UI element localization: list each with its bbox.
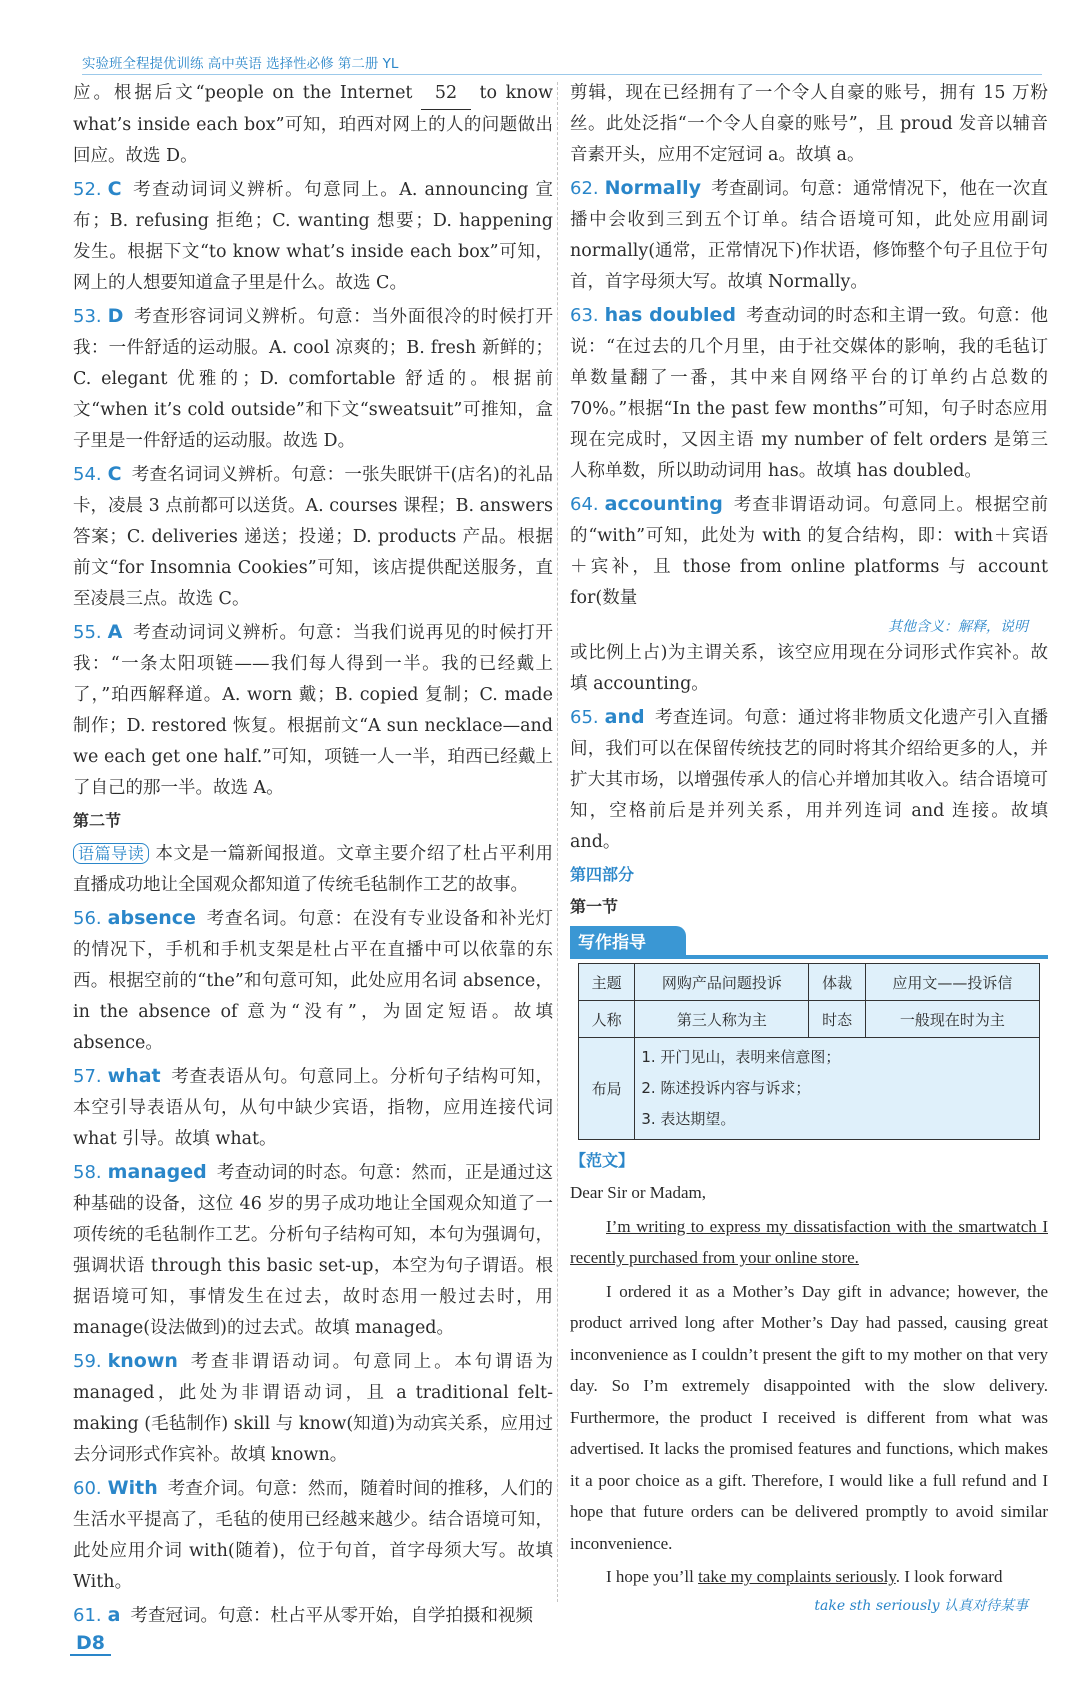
section-2-title: 第二节 bbox=[73, 811, 122, 830]
intro-paragraph: 应。根据后文“people on the Internet 52 to know what’s inside each box”可知，珀西对网上的人的问题做出回应。故选 D。 bbox=[73, 78, 553, 172]
layout-item: 1. 开门见山，表明来信意图； bbox=[641, 1048, 841, 1066]
writing-guide-table bbox=[578, 963, 1040, 1140]
essay-salutation: Dear Sir or Madam, bbox=[570, 1183, 706, 1202]
answer-54: 54. C 考查名词词义辨析。句意：一张失眠饼干(店名)的礼品卡，凌晨 3 点前都可以送货。A. courses 课程；B. answers 答案；C. deliveries 递送；投递；D. products 产品。根据前文“for Insomnia Cookies”可知，该店提供配送服务，直至凌晨三点。故选 C。 bbox=[73, 463, 553, 609]
answer-61-continued: 剪辑，现在已经拥有了一个令人自豪的账号，拥有 15 万粉丝。此处泛指“一个令人自豪的账号”，且 proud 发音以辅音音素开头，应用不定冠词 a。故填 a。 bbox=[570, 83, 1048, 165]
answer-63: 63. has doubled 考查动词的时态和主谓一致。句意：他说：“在过去的几个月里，由于社交媒体的影响，我的毛毡订单数量翻了一番，其中来自网络平台的订单约占总数的 70%。”根据“In the past few months”可知，句子时态应用现在完成时，又因主语 my number of felt orders 是第三人称单数，所以助动词用 has。故填 has doubled。 bbox=[570, 304, 1048, 481]
model-essay bbox=[570, 1177, 1048, 1617]
table-cell: 网购产品问题投诉 bbox=[635, 964, 809, 1001]
table-cell: 一般现在时为主 bbox=[865, 1001, 1039, 1038]
answer-56: 56. absence 考查名词。句意：在没有专业设备和补光灯的情况下，手机和手机支架是杜占平在直播中可以依靠的东西。根据空前的“the”和句意可知，此处应用名词 absence，in the absence of 意为“没有”，为固定短语。故填 absence。 bbox=[73, 907, 553, 1053]
layout-item: 3. 表达期望。 bbox=[641, 1110, 736, 1128]
answer-58: 58. managed 考查动词的时态。句意：然而，正是通过这种基础的设备，这位 46 岁的男子成功地让全国观众知道了一项传统的毛毡制作工艺。分析句子结构可知，本句为强调句，强调状语 through this basic set-up，本空为句子谓语。根据语境可知，事情发生在过去，故时态用一般过去时，用 manage(设法做到)的过去式。故填 managed。 bbox=[73, 1161, 553, 1338]
handwritten-note-64: 其他含义：解释，说明 bbox=[888, 619, 1028, 635]
column-divider bbox=[557, 82, 558, 1602]
writing-guide-tag: 写作指导 bbox=[570, 926, 686, 955]
answer-64-continued: 或比例上占)为主谓关系，该空应用现在分词形式作宾补。故填 accounting。 bbox=[570, 643, 1048, 694]
running-header: 实验班全程提优训练 高中英语 选择性必修 第二册 YL bbox=[82, 52, 1042, 75]
table-row bbox=[579, 964, 1040, 1001]
table-cell: 应用文——投诉信 bbox=[865, 964, 1039, 1001]
blank-52: 52 bbox=[421, 78, 471, 110]
table-cell: 第三人称为主 bbox=[635, 1001, 809, 1038]
table-row bbox=[579, 1001, 1040, 1038]
essay-paragraph-3: I hope you’ll take my complaints seriously. I look forward bbox=[606, 1567, 1003, 1586]
right-column bbox=[570, 78, 1048, 1617]
section-1-title: 第一节 bbox=[570, 897, 619, 916]
guide-paragraph: 语篇导读 本文是一篇新闻报道。文章主要介绍了杜占平利用直播成功地让全国观众都知道了传统毛毡制作工艺的故事。 bbox=[73, 844, 553, 895]
table-cell: 主题 bbox=[579, 964, 635, 1001]
layout-item: 2. 陈述投诉内容与诉求； bbox=[641, 1079, 811, 1097]
table-cell: 时态 bbox=[809, 1001, 865, 1038]
essay-paragraph-2: I ordered it as a Mother’s Day gift in advance; however, the product arrived long after Mother’s Day had passed, causing great inconvenience as I couldn’t present the gift to my mother on that very day. So I’m extremely disappointed with the slow delivery. Furthermore, the product I received is different from what was advertised. It lacks the promised features and functions, which makes it a poor choice as a gift. Therefore, I would like a full refund and I hope that future orders can be delivered promptly to avoid similar inconvenience. bbox=[570, 1281, 1048, 1553]
answer-59: 59. known 考查非谓语动词。句意同上。本句谓语为 managed，此处为非谓语动词，且 a traditional felt-making (毛毡制作) skill 与 know(知道)为动宾关系，应用过去分词形式作宾补。故填 known。 bbox=[73, 1350, 553, 1465]
guide-tag: 语篇导读 bbox=[73, 843, 149, 864]
answer-55: 55. A 考查动词词义辨析。句意：当我们说再见的时候打开我：“一条太阳项链——我们每人得到一半。我的已经戴上了，”珀西解释道。A. worn 戴；B. copied 复制；C. made 制作；D. restored 恢复。根据前文“A sun necklace—and we each get one half.”可知，项链一人一半，珀西已经戴上了自己的那一半。故选 A。 bbox=[73, 621, 553, 798]
answer-53: 53. D 考查形容词词义辨析。句意：当外面很冷的时候打开我：一件舒适的运动服。A. cool 凉爽的；B. fresh 新鲜的；C. elegant 优雅的；D. comfortable 舒适的。根据前文“when it’s cold outside”和下文“sweatsuit”可推知，盒子里是一件舒适的运动服。故选 D。 bbox=[73, 305, 553, 451]
essay-paragraph-1: I’m writing to express my dissatisfaction with the smartwatch I recently purchased from your online store. bbox=[570, 1216, 1048, 1267]
page-number: D8 bbox=[70, 1632, 111, 1656]
answer-64: 64. accounting 考查非谓语动词。句意同上。根据空前的“with”可知，此处为 with 的复合结构，即：with＋宾语＋宾补，且 those from online platforms 与 account for(数量 bbox=[570, 493, 1048, 608]
table-cell: 布局 bbox=[579, 1038, 635, 1140]
part-4-title: 第四部分 bbox=[570, 865, 635, 884]
table-cell-layout bbox=[635, 1038, 1040, 1140]
left-column bbox=[73, 78, 553, 1634]
table-row bbox=[579, 1038, 1040, 1140]
answer-61: 61. a 考查冠词。句意：杜占平从零开始，自学拍摄和视频 bbox=[73, 1604, 533, 1626]
answer-57: 57. what 考查表语从句。句意同上。分析句子结构可知，本空引导表语从句，从句中缺少宾语，指物，应用连接代词 what 引导。故填 what。 bbox=[73, 1065, 553, 1149]
table-cell: 体裁 bbox=[809, 964, 865, 1001]
model-essay-label: 【范文】 bbox=[570, 1151, 635, 1170]
answer-65: 65. and 考查连词。句意：通过将非物质文化遗产引入直播间，我们可以在保留传统技艺的同时将其介绍给更多的人，并扩大其市场，以增强传承人的信心并增加其收入。结合语境可知，空格前后是并列关系，用并列连词 and 连接。故填 and。 bbox=[570, 706, 1048, 852]
table-cell: 人称 bbox=[579, 1001, 635, 1038]
handwritten-note-essay: take sth seriously 认真对待某事 bbox=[814, 1597, 1028, 1614]
answer-60: 60. With 考查介词。句意：然而，随着时间的推移，人们的生活水平提高了，毛毡的使用已经越来越少。结合语境可知，此处应用介词 with(随着)，位于句首，首字母须大写。故填 With。 bbox=[73, 1477, 553, 1592]
answer-52: 52. C 考查动词词义辨析。句意同上。A. announcing 宣布；B. refusing 拒绝；C. wanting 想要；D. happening 发生。根据下文“to know what’s inside each box”可知，网上的人想要知道盒子里是什么。故选 C。 bbox=[73, 178, 553, 293]
answer-62: 62. Normally 考查副词。句意：通常情况下，他在一次直播中会收到三到五个订单。结合语境可知，此处应用副词 normally(通常，正常情况下)作状语，修饰整个句子且位于句首，首字母须大写。故填 Normally。 bbox=[570, 177, 1048, 292]
writing-guide-bar bbox=[570, 955, 1048, 959]
